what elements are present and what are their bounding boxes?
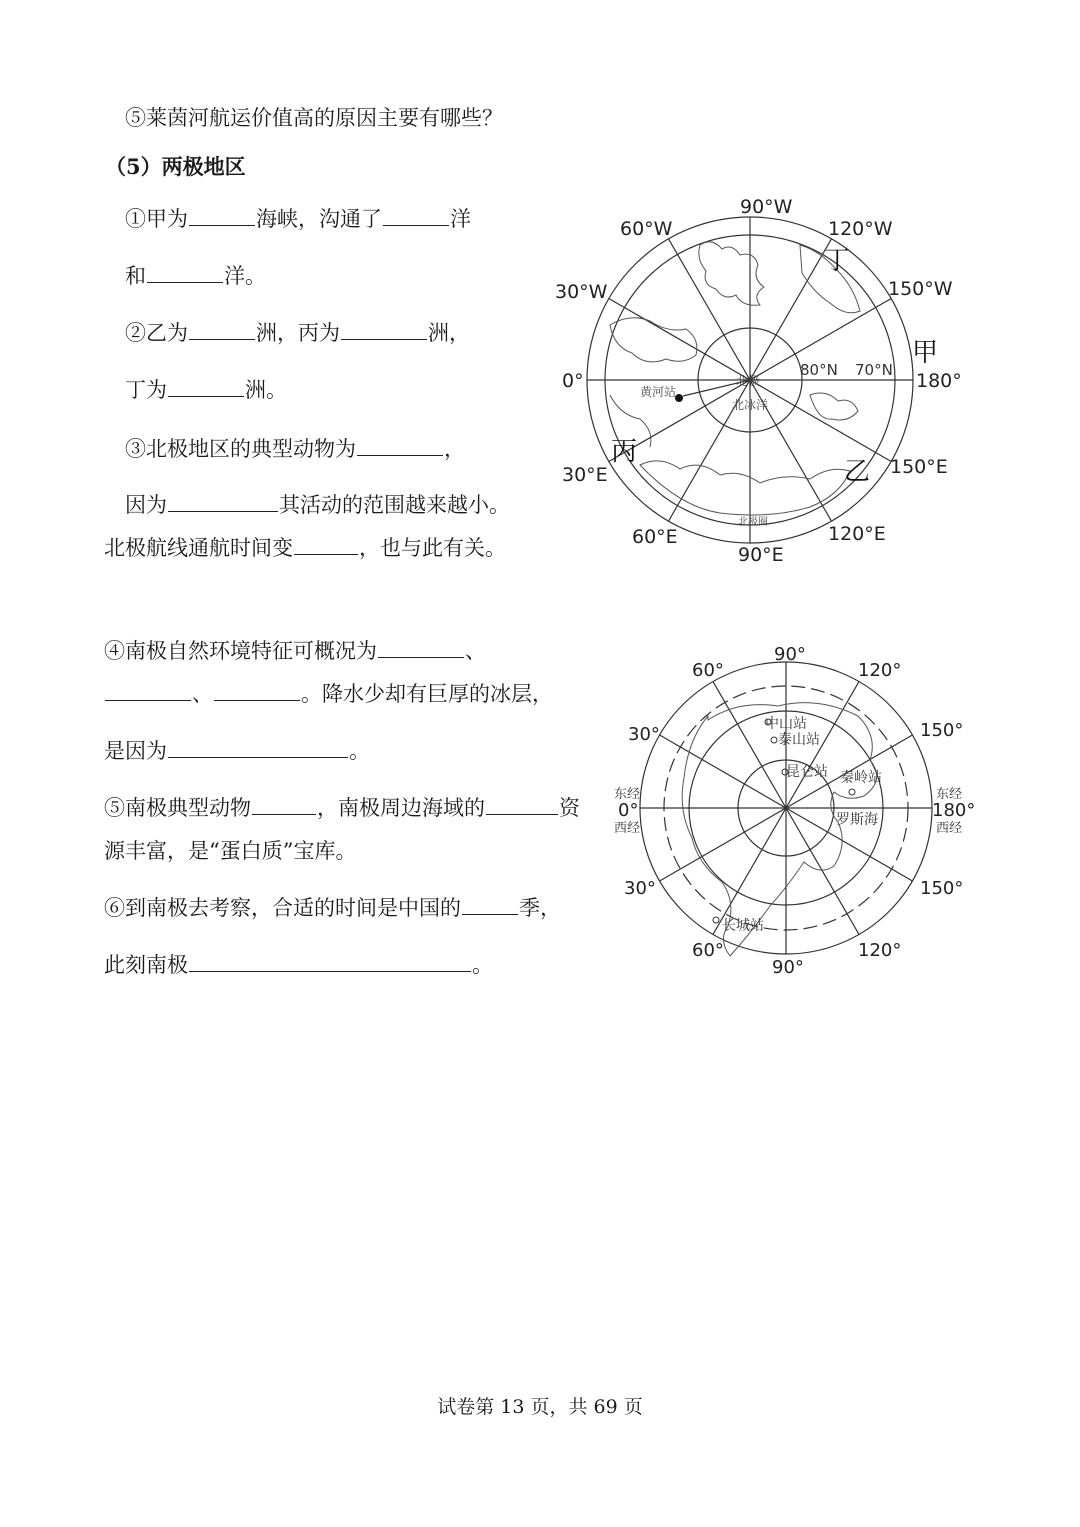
question-2-line-2: 丁为 洲。 bbox=[125, 378, 287, 402]
lon-label-150e: 150°E bbox=[890, 456, 948, 478]
ant-lon-label-90-bottom: 90° bbox=[772, 957, 804, 978]
west-longitude-label-left: 西经 bbox=[614, 821, 641, 836]
ant-lon-label-150-bottom-right: 150° bbox=[920, 878, 964, 899]
ant-lon-label-120-bottom: 120° bbox=[858, 940, 902, 961]
answer-blank[interactable] bbox=[357, 435, 443, 456]
answer-blank[interactable] bbox=[486, 794, 558, 815]
arctic-map bbox=[550, 185, 970, 570]
east-longitude-label-left: 东经 bbox=[614, 787, 641, 802]
question-1-line-2: 和 洋。 bbox=[125, 264, 266, 288]
lat-label-80n: 80°N bbox=[800, 361, 838, 379]
question-1-line-1: ①甲为 海峡，沟通了 洋 bbox=[125, 207, 471, 231]
taishan-station-label: 泰山站 bbox=[778, 732, 820, 748]
question-5-line-1: ⑤南极典型动物 ，南极周边海域的 资 bbox=[104, 796, 580, 820]
changcheng-station-label: 长城站 bbox=[722, 918, 764, 934]
ant-lon-label-180: 180° bbox=[932, 800, 976, 821]
antarctic-map-svg bbox=[600, 640, 980, 985]
ant-lon-label-150-right: 150° bbox=[920, 720, 964, 741]
question-4-line-2: 、 。降水少却有巨厚的冰层， bbox=[104, 680, 553, 708]
place-label-yi: 乙 bbox=[844, 457, 871, 487]
arctic-circle-label: 北极圈 bbox=[738, 517, 768, 528]
huanghe-station-dot bbox=[675, 394, 683, 402]
siberia-islands bbox=[810, 393, 858, 420]
west-longitude-label-right: 西经 bbox=[936, 821, 963, 836]
lon-label-120e: 120°E bbox=[828, 523, 886, 545]
answer-blank[interactable] bbox=[105, 680, 191, 701]
place-label-ding: 丁 bbox=[824, 246, 851, 276]
taishan-station-marker bbox=[771, 737, 777, 743]
question-rhine: ⑤莱茵河航运价值高的原因主要有哪些？ bbox=[125, 106, 503, 130]
question-6-line-2: 此刻南极 。 bbox=[104, 953, 493, 977]
lat-label-70n: 70°N bbox=[855, 361, 893, 379]
huanghe-station-label: 黄河站 bbox=[640, 385, 677, 399]
antarctic-map bbox=[600, 640, 980, 985]
greenland-coast bbox=[699, 242, 764, 305]
answer-blank[interactable] bbox=[147, 262, 223, 283]
ant-lon-label-30-bottom-left: 30° bbox=[624, 878, 656, 899]
qinling-station-marker bbox=[849, 789, 855, 795]
answer-blank[interactable] bbox=[214, 680, 300, 701]
kunlun-station-label: 昆仑站 bbox=[786, 764, 828, 780]
question-4-line-3: 是因为 。 bbox=[104, 739, 370, 763]
ant-lon-label-60-top: 60° bbox=[692, 660, 724, 681]
eurasia-coast bbox=[640, 461, 850, 515]
arctic-ocean-label: 北冰洋 bbox=[732, 398, 769, 412]
arctic-map-svg bbox=[550, 185, 970, 570]
lon-label-30w: 30°W bbox=[555, 281, 608, 303]
answer-blank[interactable] bbox=[168, 737, 348, 758]
question-3-line-2: 因为 其活动的范围越来越小。 bbox=[125, 493, 510, 517]
question-2-line-1: ②乙为 洲，丙为 洲， bbox=[125, 321, 470, 345]
lon-label-0: 0° bbox=[562, 370, 584, 392]
lon-label-120w: 120°W bbox=[828, 218, 893, 240]
lon-label-150w: 150°W bbox=[888, 278, 953, 300]
ant-lon-label-60-bottom: 60° bbox=[692, 940, 724, 961]
place-label-jia: 甲 bbox=[912, 338, 939, 368]
question-4-line-1: ④南极自然环境特征可概况为 、 bbox=[104, 639, 486, 663]
lon-label-90e: 90°E bbox=[738, 544, 784, 566]
answer-blank[interactable] bbox=[252, 794, 316, 815]
question-6-line-1: ⑥到南极去考察，合适的时间是中国的 季， bbox=[104, 896, 561, 920]
qinling-station-label: 秦岭站 bbox=[840, 770, 882, 786]
lon-label-90w: 90°W bbox=[740, 196, 793, 218]
answer-blank[interactable] bbox=[294, 534, 358, 555]
north-pole-label: 北极 bbox=[736, 374, 761, 388]
answer-blank[interactable] bbox=[383, 205, 449, 226]
zhongshan-station-label: 中山站 bbox=[765, 716, 807, 732]
answer-blank[interactable] bbox=[341, 319, 427, 340]
question-5-line-2: 源丰富，是“蛋白质”宝库。 bbox=[104, 839, 357, 863]
answer-blank[interactable] bbox=[189, 319, 255, 340]
answer-blank[interactable] bbox=[189, 205, 255, 226]
east-longitude-label-right: 东经 bbox=[936, 787, 963, 802]
answer-blank[interactable] bbox=[189, 951, 471, 972]
lon-label-180: 180° bbox=[916, 370, 962, 392]
ross-sea-label: 罗斯海 bbox=[836, 812, 878, 828]
answer-blank[interactable] bbox=[378, 637, 464, 658]
lon-label-60w: 60°W bbox=[620, 218, 673, 240]
answer-blank[interactable] bbox=[168, 491, 278, 512]
lon-label-60e: 60°E bbox=[632, 526, 678, 548]
question-3-line-1: ③北极地区的典型动物为 ， bbox=[125, 437, 465, 461]
question-3-line-3: 北极航线通航时间变 ，也与此有关。 bbox=[104, 536, 506, 560]
answer-blank[interactable] bbox=[462, 894, 518, 915]
ant-lon-label-0: 0° bbox=[618, 800, 639, 821]
page-footer: 试卷第 13 页，共 69 页 bbox=[437, 1396, 643, 1418]
ant-lon-label-90-top: 90° bbox=[774, 644, 806, 665]
lon-label-30e: 30°E bbox=[562, 464, 608, 486]
changcheng-station-marker bbox=[713, 917, 719, 923]
answer-blank[interactable] bbox=[168, 376, 244, 397]
ant-lon-label-120-top: 120° bbox=[858, 660, 902, 681]
place-label-bing: 丙 bbox=[611, 437, 638, 467]
ant-lon-label-30-top-left: 30° bbox=[628, 724, 660, 745]
section-title: （5）两极地区 bbox=[105, 154, 246, 179]
